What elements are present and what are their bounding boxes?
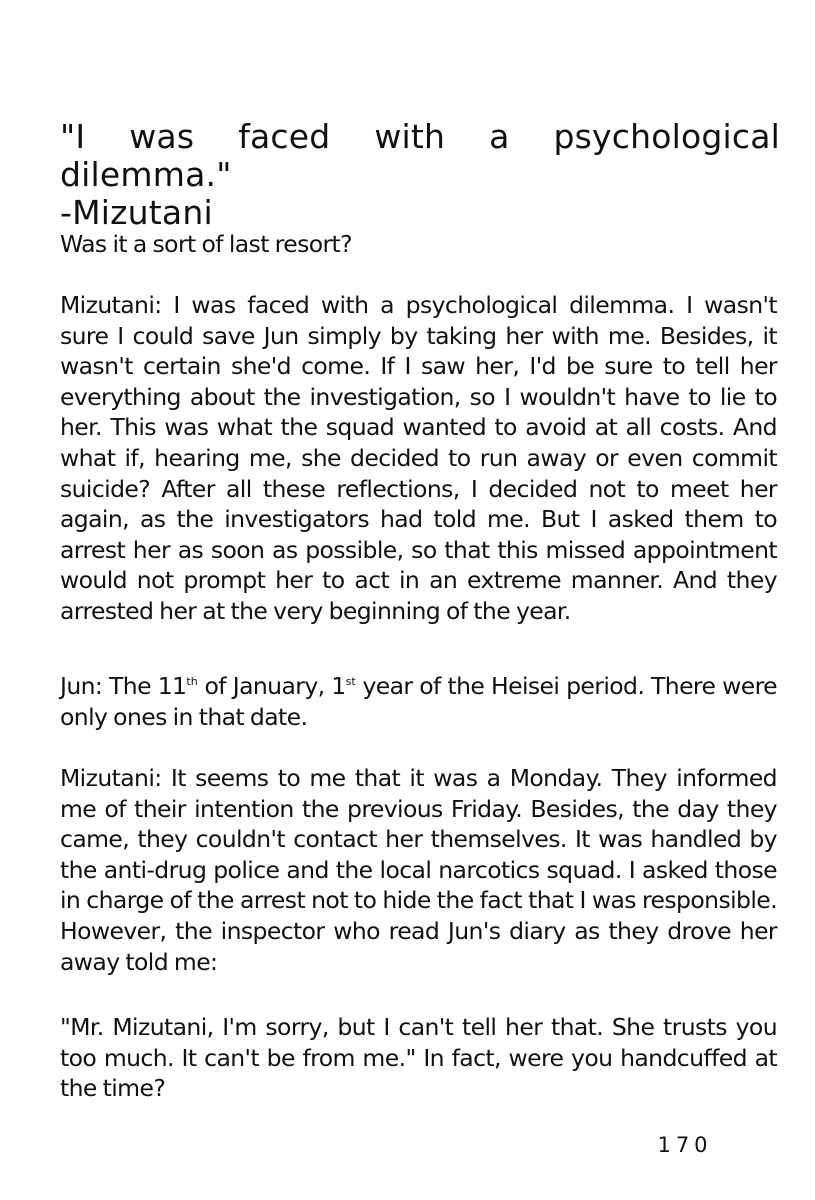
interview-question-paragraph: Was it a sort of last resort? — [60, 230, 353, 258]
mizutani-second-answer-paragraph: Mizutani: It seems to me that it was a Monday. They informed me of their intention the previous Friday. Besides, the day they came, they couldn't contact her themselves. It was handled by the anti-drug police and the local narcotics squad. I asked those in charge of the arrest not to hide the fact that I was responsible. However, the inspector who read Jun's diary as they drove her away told me: — [60, 764, 777, 976]
jun-ordinal-suffix-th: th — [186, 675, 198, 689]
inspector-quote-paragraph: "Mr. Mizutani, I'm sorry, but I can't tell her that. She trusts you too much. It can't be from me." In fact, were you handcuffed at the time? — [60, 1013, 777, 1103]
chapter-title — [60, 118, 780, 232]
jun-text-part1: Jun: The 11 — [60, 672, 187, 700]
page-number: 170 — [657, 1133, 713, 1157]
jun-text-part2: of January, 1 — [197, 672, 346, 700]
jun-ordinal-suffix-st: st — [345, 675, 356, 689]
mizutani-answer-paragraph: Mizutani: I was faced with a psychological dilemma. I wasn't sure I could save Jun simply by taking her with me. Besides, it wasn't certain she'd come. If I saw her, I'd be sure to tell her everything about the investigation, so I wouldn't have to lie to her. This was what the squad wanted to avoid at all costs. And what if, hearing me, she decided to run away or even commit suicide? After all these reflections, I decided not to meet her again, as the investigators had told me. But I asked them to arrest her as soon as possible, so that this missed appointment would not prompt her to act in an extreme manner. And they arrested her at the very beginning of the year. — [60, 291, 777, 625]
jun-text-part3: year of the Heisei period. There were only ones in that date. — [60, 672, 777, 731]
title-quote: "I was faced with a psychological dilemma." — [60, 117, 780, 194]
title-attribution: -Mizutani — [60, 193, 213, 232]
jun-answer-paragraph — [60, 671, 777, 732]
